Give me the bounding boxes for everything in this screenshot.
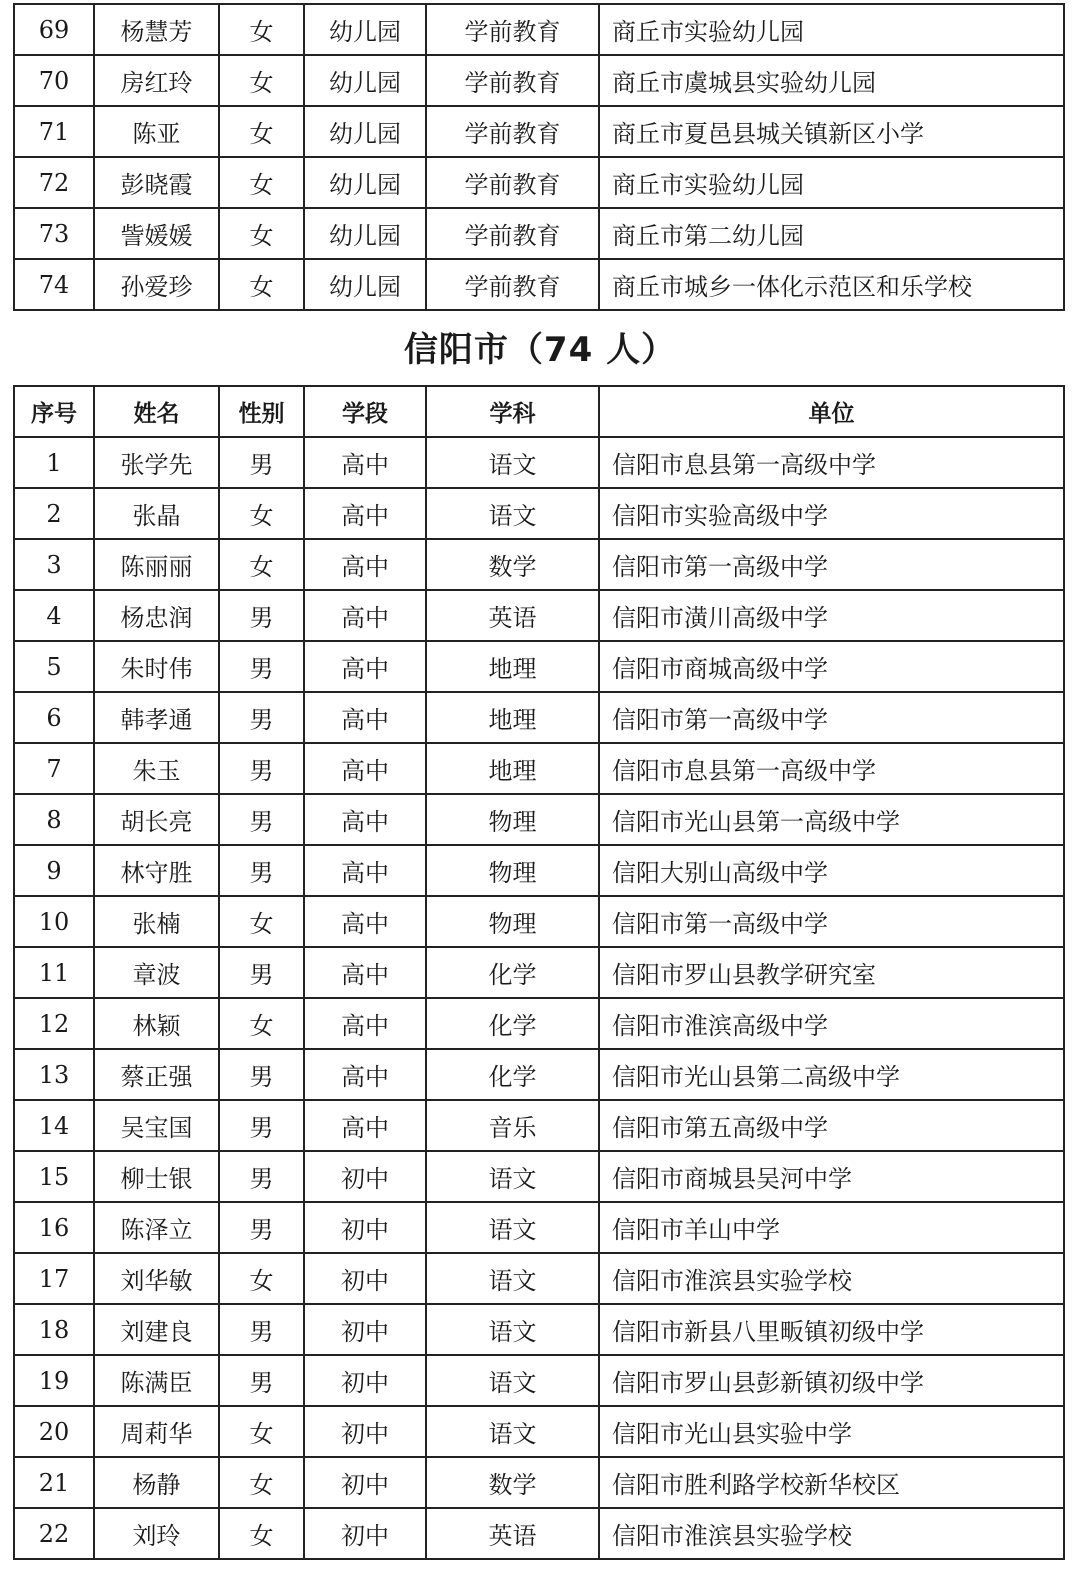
table-row <box>14 1049 1064 1100</box>
cell-subject: 学前教育 <box>426 208 599 259</box>
cell-name: 杨慧芳 <box>94 4 219 55</box>
cell-name: 陈亚 <box>94 106 219 157</box>
header-unit: 单位 <box>599 386 1064 437</box>
cell-name: 胡长亮 <box>94 794 219 845</box>
cell-stage: 初中 <box>304 1355 426 1406</box>
table-row <box>14 743 1064 794</box>
header-subject: 学科 <box>426 386 599 437</box>
cell-subject: 学前教育 <box>426 4 599 55</box>
header-stage: 学段 <box>304 386 426 437</box>
cell-subject: 学前教育 <box>426 106 599 157</box>
cell-name: 韩孝通 <box>94 692 219 743</box>
cell-subject: 地理 <box>426 692 599 743</box>
cell-stage: 高中 <box>304 488 426 539</box>
cell-stage: 高中 <box>304 896 426 947</box>
cell-index: 20 <box>14 1406 94 1457</box>
cell-name: 柳士银 <box>94 1151 219 1202</box>
cell-stage: 高中 <box>304 794 426 845</box>
cell-stage: 高中 <box>304 1049 426 1100</box>
cell-unit: 信阳市淮滨县实验学校 <box>599 1508 1064 1559</box>
cell-name: 朱玉 <box>94 743 219 794</box>
cell-name: 陈满臣 <box>94 1355 219 1406</box>
cell-subject: 地理 <box>426 641 599 692</box>
cell-stage: 高中 <box>304 845 426 896</box>
table-row <box>14 590 1064 641</box>
table-row <box>14 896 1064 947</box>
cell-subject: 化学 <box>426 947 599 998</box>
cell-unit: 信阳市罗山县彭新镇初级中学 <box>599 1355 1064 1406</box>
cell-subject: 地理 <box>426 743 599 794</box>
cell-subject: 语文 <box>426 1202 599 1253</box>
header-gender: 性别 <box>219 386 304 437</box>
cell-index: 6 <box>14 692 94 743</box>
table-row <box>14 4 1064 55</box>
cell-subject: 音乐 <box>426 1100 599 1151</box>
cell-subject: 语文 <box>426 1151 599 1202</box>
cell-gender: 女 <box>219 259 304 310</box>
cell-stage: 幼儿园 <box>304 208 426 259</box>
table-row <box>14 641 1064 692</box>
cell-stage: 初中 <box>304 1151 426 1202</box>
cell-index: 17 <box>14 1253 94 1304</box>
cell-gender: 男 <box>219 947 304 998</box>
table-row <box>14 488 1064 539</box>
cell-index: 72 <box>14 157 94 208</box>
cell-name: 吴宝国 <box>94 1100 219 1151</box>
cell-subject: 语文 <box>426 1355 599 1406</box>
cell-gender: 女 <box>219 55 304 106</box>
cell-name: 周莉华 <box>94 1406 219 1457</box>
table-row <box>14 157 1064 208</box>
table-row <box>14 1355 1064 1406</box>
table-row <box>14 106 1064 157</box>
table-row <box>14 1100 1064 1151</box>
cell-gender: 女 <box>219 1406 304 1457</box>
cell-name: 张晶 <box>94 488 219 539</box>
cell-index: 22 <box>14 1508 94 1559</box>
cell-unit: 商丘市城乡一体化示范区和乐学校 <box>599 259 1064 310</box>
cell-index: 3 <box>14 539 94 590</box>
cell-unit: 信阳市羊山中学 <box>599 1202 1064 1253</box>
cell-subject: 数学 <box>426 539 599 590</box>
cell-gender: 男 <box>219 590 304 641</box>
table-row <box>14 208 1064 259</box>
cell-stage: 高中 <box>304 1100 426 1151</box>
header-index: 序号 <box>14 386 94 437</box>
cell-unit: 信阳市商城高级中学 <box>599 641 1064 692</box>
cell-gender: 女 <box>219 1457 304 1508</box>
previous-section-table <box>13 3 1065 311</box>
cell-index: 7 <box>14 743 94 794</box>
cell-unit: 商丘市夏邑县城关镇新区小学 <box>599 106 1064 157</box>
cell-name: 林颖 <box>94 998 219 1049</box>
cell-unit: 信阳市实验高级中学 <box>599 488 1064 539</box>
cell-gender: 女 <box>219 539 304 590</box>
cell-name: 陈泽立 <box>94 1202 219 1253</box>
table-row <box>14 1304 1064 1355</box>
cell-gender: 男 <box>219 1355 304 1406</box>
cell-name: 杨忠润 <box>94 590 219 641</box>
table-row <box>14 794 1064 845</box>
cell-gender: 男 <box>219 1202 304 1253</box>
cell-index: 70 <box>14 55 94 106</box>
cell-unit: 信阳市罗山县教学研究室 <box>599 947 1064 998</box>
cell-index: 21 <box>14 1457 94 1508</box>
cell-gender: 女 <box>219 1508 304 1559</box>
table-row <box>14 1253 1064 1304</box>
cell-unit: 信阳市光山县第一高级中学 <box>599 794 1064 845</box>
cell-stage: 高中 <box>304 947 426 998</box>
cell-unit: 信阳市光山县第二高级中学 <box>599 1049 1064 1100</box>
table-header-row <box>14 386 1064 437</box>
cell-gender: 女 <box>219 157 304 208</box>
cell-subject: 物理 <box>426 794 599 845</box>
cell-gender: 男 <box>219 1304 304 1355</box>
cell-unit: 商丘市虞城县实验幼儿园 <box>599 55 1064 106</box>
cell-subject: 化学 <box>426 998 599 1049</box>
cell-stage: 高中 <box>304 641 426 692</box>
table-row <box>14 692 1064 743</box>
cell-stage: 高中 <box>304 437 426 488</box>
cell-index: 13 <box>14 1049 94 1100</box>
table-row <box>14 259 1064 310</box>
cell-index: 10 <box>14 896 94 947</box>
cell-index: 9 <box>14 845 94 896</box>
cell-subject: 语文 <box>426 1253 599 1304</box>
cell-gender: 男 <box>219 437 304 488</box>
cell-name: 刘玲 <box>94 1508 219 1559</box>
cell-subject: 英语 <box>426 590 599 641</box>
cell-gender: 女 <box>219 896 304 947</box>
cell-unit: 信阳市胜利路学校新华校区 <box>599 1457 1064 1508</box>
cell-gender: 女 <box>219 4 304 55</box>
cell-unit: 信阳市息县第一高级中学 <box>599 743 1064 794</box>
cell-index: 71 <box>14 106 94 157</box>
cell-unit: 信阳大别山高级中学 <box>599 845 1064 896</box>
cell-gender: 女 <box>219 998 304 1049</box>
cell-index: 15 <box>14 1151 94 1202</box>
cell-subject: 语文 <box>426 437 599 488</box>
cell-unit: 信阳市潢川高级中学 <box>599 590 1064 641</box>
cell-gender: 男 <box>219 641 304 692</box>
cell-index: 14 <box>14 1100 94 1151</box>
cell-name: 刘华敏 <box>94 1253 219 1304</box>
cell-index: 18 <box>14 1304 94 1355</box>
cell-unit: 信阳市第五高级中学 <box>599 1100 1064 1151</box>
table-row <box>14 55 1064 106</box>
table-row <box>14 539 1064 590</box>
cell-unit: 商丘市实验幼儿园 <box>599 157 1064 208</box>
table-row <box>14 1457 1064 1508</box>
cell-stage: 幼儿园 <box>304 157 426 208</box>
cell-unit: 信阳市第一高级中学 <box>599 692 1064 743</box>
cell-stage: 幼儿园 <box>304 259 426 310</box>
cell-name: 杨静 <box>94 1457 219 1508</box>
cell-index: 74 <box>14 259 94 310</box>
cell-name: 彭晓霞 <box>94 157 219 208</box>
cell-gender: 女 <box>219 1253 304 1304</box>
cell-subject: 学前教育 <box>426 157 599 208</box>
cell-gender: 男 <box>219 1151 304 1202</box>
cell-stage: 初中 <box>304 1457 426 1508</box>
cell-unit: 信阳市淮滨县实验学校 <box>599 1253 1064 1304</box>
cell-index: 1 <box>14 437 94 488</box>
cell-stage: 高中 <box>304 590 426 641</box>
cell-name: 孙爱珍 <box>94 259 219 310</box>
cell-index: 73 <box>14 208 94 259</box>
cell-subject: 语文 <box>426 1304 599 1355</box>
roster-table <box>13 385 1065 1560</box>
cell-gender: 女 <box>219 488 304 539</box>
cell-stage: 初中 <box>304 1304 426 1355</box>
cell-stage: 高中 <box>304 539 426 590</box>
cell-index: 5 <box>14 641 94 692</box>
cell-subject: 学前教育 <box>426 259 599 310</box>
cell-index: 69 <box>14 4 94 55</box>
table-row <box>14 1202 1064 1253</box>
cell-name: 张学先 <box>94 437 219 488</box>
cell-unit: 信阳市光山县实验中学 <box>599 1406 1064 1457</box>
cell-gender: 男 <box>219 1049 304 1100</box>
cell-subject: 物理 <box>426 845 599 896</box>
cell-stage: 幼儿园 <box>304 106 426 157</box>
cell-unit: 信阳市第一高级中学 <box>599 896 1064 947</box>
cell-index: 19 <box>14 1355 94 1406</box>
cell-stage: 初中 <box>304 1202 426 1253</box>
cell-name: 朱时伟 <box>94 641 219 692</box>
cell-index: 4 <box>14 590 94 641</box>
cell-name: 林守胜 <box>94 845 219 896</box>
cell-unit: 信阳市息县第一高级中学 <box>599 437 1064 488</box>
cell-stage: 高中 <box>304 692 426 743</box>
cell-stage: 初中 <box>304 1253 426 1304</box>
table-row <box>14 947 1064 998</box>
cell-gender: 男 <box>219 845 304 896</box>
cell-stage: 幼儿园 <box>304 55 426 106</box>
table-row <box>14 845 1064 896</box>
cell-index: 12 <box>14 998 94 1049</box>
cell-index: 8 <box>14 794 94 845</box>
cell-gender: 男 <box>219 1100 304 1151</box>
cell-stage: 高中 <box>304 743 426 794</box>
cell-unit: 信阳市淮滨高级中学 <box>599 998 1064 1049</box>
cell-gender: 女 <box>219 208 304 259</box>
cell-name: 章波 <box>94 947 219 998</box>
cell-gender: 男 <box>219 743 304 794</box>
cell-unit: 信阳市商城县吴河中学 <box>599 1151 1064 1202</box>
cell-stage: 幼儿园 <box>304 4 426 55</box>
cell-subject: 语文 <box>426 1406 599 1457</box>
table-row <box>14 1508 1064 1559</box>
cell-index: 2 <box>14 488 94 539</box>
table-row <box>14 1151 1064 1202</box>
table-row <box>14 437 1064 488</box>
cell-name: 房红玲 <box>94 55 219 106</box>
cell-index: 11 <box>14 947 94 998</box>
cell-subject: 物理 <box>426 896 599 947</box>
cell-gender: 男 <box>219 692 304 743</box>
cell-subject: 语文 <box>426 488 599 539</box>
cell-subject: 英语 <box>426 1508 599 1559</box>
cell-name: 陈丽丽 <box>94 539 219 590</box>
cell-subject: 数学 <box>426 1457 599 1508</box>
table-row <box>14 998 1064 1049</box>
cell-unit: 商丘市实验幼儿园 <box>599 4 1064 55</box>
cell-index: 16 <box>14 1202 94 1253</box>
cell-subject: 学前教育 <box>426 55 599 106</box>
cell-unit: 信阳市第一高级中学 <box>599 539 1064 590</box>
section-title: 信阳市（74 人） <box>403 330 677 370</box>
cell-stage: 初中 <box>304 1406 426 1457</box>
cell-gender: 男 <box>219 794 304 845</box>
cell-name: 刘建良 <box>94 1304 219 1355</box>
cell-unit: 信阳市新县八里畈镇初级中学 <box>599 1304 1064 1355</box>
table-row <box>14 1406 1064 1457</box>
cell-stage: 高中 <box>304 998 426 1049</box>
header-name: 姓名 <box>94 386 219 437</box>
cell-name: 蔡正强 <box>94 1049 219 1100</box>
cell-unit: 商丘市第二幼儿园 <box>599 208 1064 259</box>
cell-name: 訾媛媛 <box>94 208 219 259</box>
cell-gender: 女 <box>219 106 304 157</box>
cell-stage: 初中 <box>304 1508 426 1559</box>
cell-subject: 化学 <box>426 1049 599 1100</box>
cell-name: 张楠 <box>94 896 219 947</box>
